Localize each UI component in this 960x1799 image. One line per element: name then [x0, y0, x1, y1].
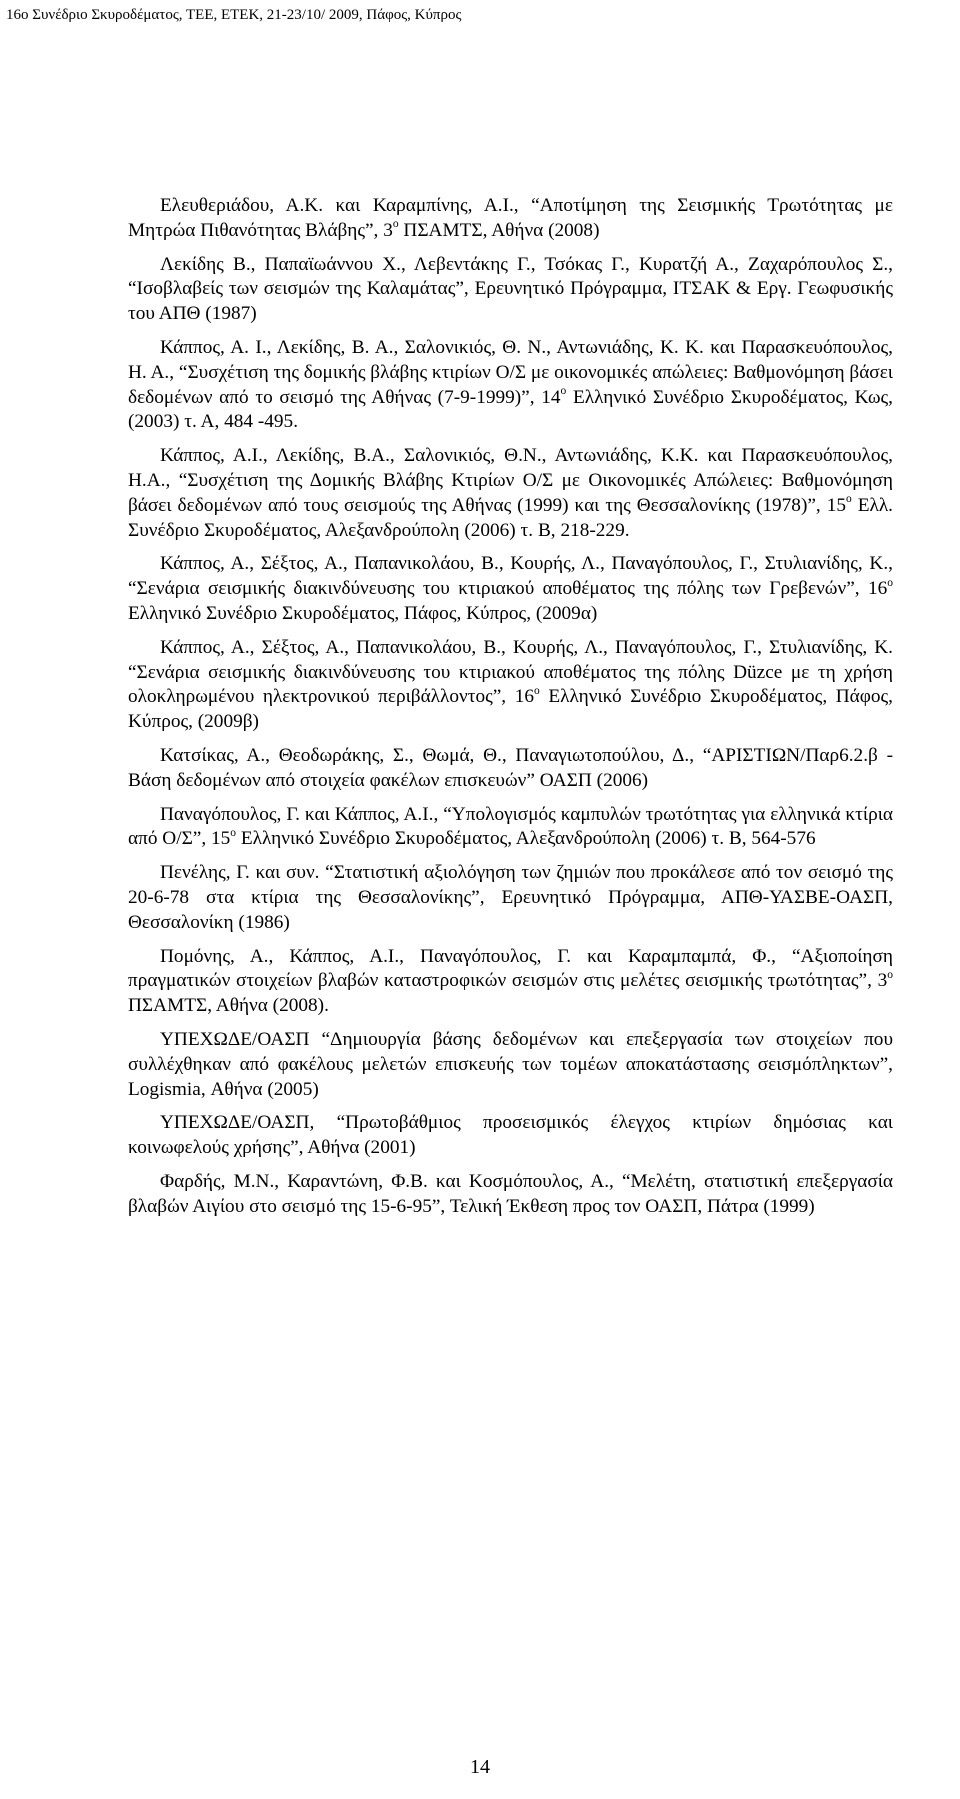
reference-item: Πενέλης, Γ. και συν. “Στατιστική αξιολόγηση των ζημιών που προκάλεσε από τον σεισμό της 20-6-78 στα κτίρια της Θεσσαλονίκης”, Ερευνητικό Πρόγραμμα, ΑΠΘ-ΥΑΣΒΕ-ΟΑΣΠ, Θεσσαλονίκη (1986): [128, 862, 893, 933]
reference-item: Λεκίδης Β., Παπαϊωάννου Χ., Λεβεντάκης Γ., Τσόκας Γ., Κυρατζή Α., Ζαχαρόπουλος Σ., “Ισοβλαβείς των σεισμών της Καλαμάτας”, Ερευνητικό Πρόγραμμα, ΙΤΣΑΚ & Εργ. Γεωφυσικής του ΑΠΘ (1987): [128, 253, 893, 325]
reference-item: Κάππος, Α., Σέξτος, Α., Παπανικολάου, Β., Κουρής, Λ., Παναγόπουλος, Γ., Στυλιανίδης, Κ., “Σενάρια σεισμικής διακινδύνευσης του κτιριακού αποθέματος της πόλης των Γρεβενών”, $16^o$ Ελληνικό Συνέδριο Σκυροδέματος, Πάφος, Κύπρος, (2009α): [128, 553, 893, 624]
page-number: 14: [470, 1756, 490, 1778]
reference-item: Κατσίκας, Α., Θεοδωράκης, Σ., Θωμά, Θ., Παναγιωτοπούλου, Δ., “ΑΡΙΣΤΙΩΝ/Παρ6.2.β - Βάση δεδομένων από στοιχεία φακέλων επισκευών” ΟΑΣΠ (2006): [128, 744, 893, 791]
reference-item: Παναγόπουλος, Γ. και Κάππος, Α.Ι., “Υπολογισμός καμπυλών τρωτότητας για ελληνικά κτίρια από Ο/Σ”, $15^o$ Ελληνικό Συνέδριο Σκυροδέματος, Αλεξανδρούπολη (2006) τ. Β, 564-576: [128, 803, 893, 850]
reference-item: Φαρδής, Μ.Ν., Καραντώνη, Φ.Β. και Κοσμόπουλος, Α., “Μελέτη, στατιστική επεξεργασία βλαβών Αιγίου στο σεισμό της 15-6-95”, Τελική Έκθεση προς τον ΟΑΣΠ, Πάτρα (1999): [128, 1170, 893, 1217]
reference-item: ΥΠΕΧΩΔΕ/ΟΑΣΠ “Δημιουργία βάσης δεδομένων και επεξεργασία των στοιχείων που συλλέχθηκαν από φακέλους μελετών επισκευής των τομέων αποκατάστασης σεισμόπληκτων”, Logismia, Αθήνα (2005): [128, 1028, 893, 1100]
reference-item: Κάππος, Α., Σέξτος, Α., Παπανικολάου, Β., Κουρής, Λ., Παναγόπουλος, Γ., Στυλιανίδης, Κ. “Σενάρια σεισμικής διακινδύνευσης του κτιριακού αποθέματος της πόλης Düzce με τη χρήση ολοκληρωμένου ηλεκτρονικού περιβάλλοντος”, $16^o$ Ελληνικό Συνέδριο Σκυροδέματος, Πάφος, Κύπρος, (2009β): [128, 636, 893, 733]
reference-item: ΥΠΕΧΩΔΕ/ΟΑΣΠ, “Πρωτοβάθμιος προσεισμικός έλεγχος κτιρίων δημόσιας και κοινωφελούς χρήσης”, Αθήνα (2001): [128, 1112, 893, 1159]
reference-item: Πομόνης, Α., Κάππος, Α.Ι., Παναγόπουλος, Γ. και Καραμπαμπά, Φ., “Αξιοποίηση πραγματικών στοιχείων βλαβών καταστροφικών σεισμών στις μελέτες σεισμικής τρωτότητας”, $3^o$ ΠΣΑΜΤΣ, Αθήνα (2008).: [128, 945, 893, 1017]
reference-item: Κάππος, Α.Ι., Λεκίδης, Β.Α., Σαλονικιός, Θ.Ν., Αντωνιάδης, Κ.Κ. και Παρασκευόπουλος, Η.Α., “Συσχέτιση της Δομικής Βλάβης Κτιρίων Ο/Σ με Οικονομικές Απώλειες: Βαθμονόμηση βάσει δεδομένων από τους σεισμούς της Αθήνας (1999) και της Θεσσαλονίκης (1978)”, $15^o$ Ελλ. Συνέδριο Σκυροδέματος, Αλεξανδρούπολη (2006) τ. Β, 218-229.: [128, 445, 893, 541]
reference-item: Κάππος, Α. Ι., Λεκίδης, Β. Α., Σαλονικιός, Θ. Ν., Αντωνιάδης, Κ. Κ. και Παρασκευόπουλος, Η. Α., “Συσχέτιση της δομικής βλάβης κτιρίων Ο/Σ με οικονομικές απώλειες: Βαθμονόμηση βάσει δεδομένων από το σεισμό της Αθήνας (7-9-1999)”, $14^o$ Ελληνικό Συνέδριο Σκυροδέματος, Κως, (2003) τ. Α, 484 -495.: [128, 336, 893, 433]
running-header: 16ο Συνέδριο Σκυροδέματος, ΤΕΕ, ΕΤΕΚ, 21-23/10/ 2009, Πάφος, Κύπρος: [6, 7, 462, 23]
reference-item: Ελευθεριάδου, Α.Κ. και Καραμπίνης, Α.Ι., “Αποτίμηση της Σεισμικής Τρωτότητας με Μητρώα Πιθανότητας Βλάβης”, $3^o$ ΠΣΑΜΤΣ, Αθήνα (2008): [128, 195, 893, 241]
reference-list: [128, 194, 893, 1228]
